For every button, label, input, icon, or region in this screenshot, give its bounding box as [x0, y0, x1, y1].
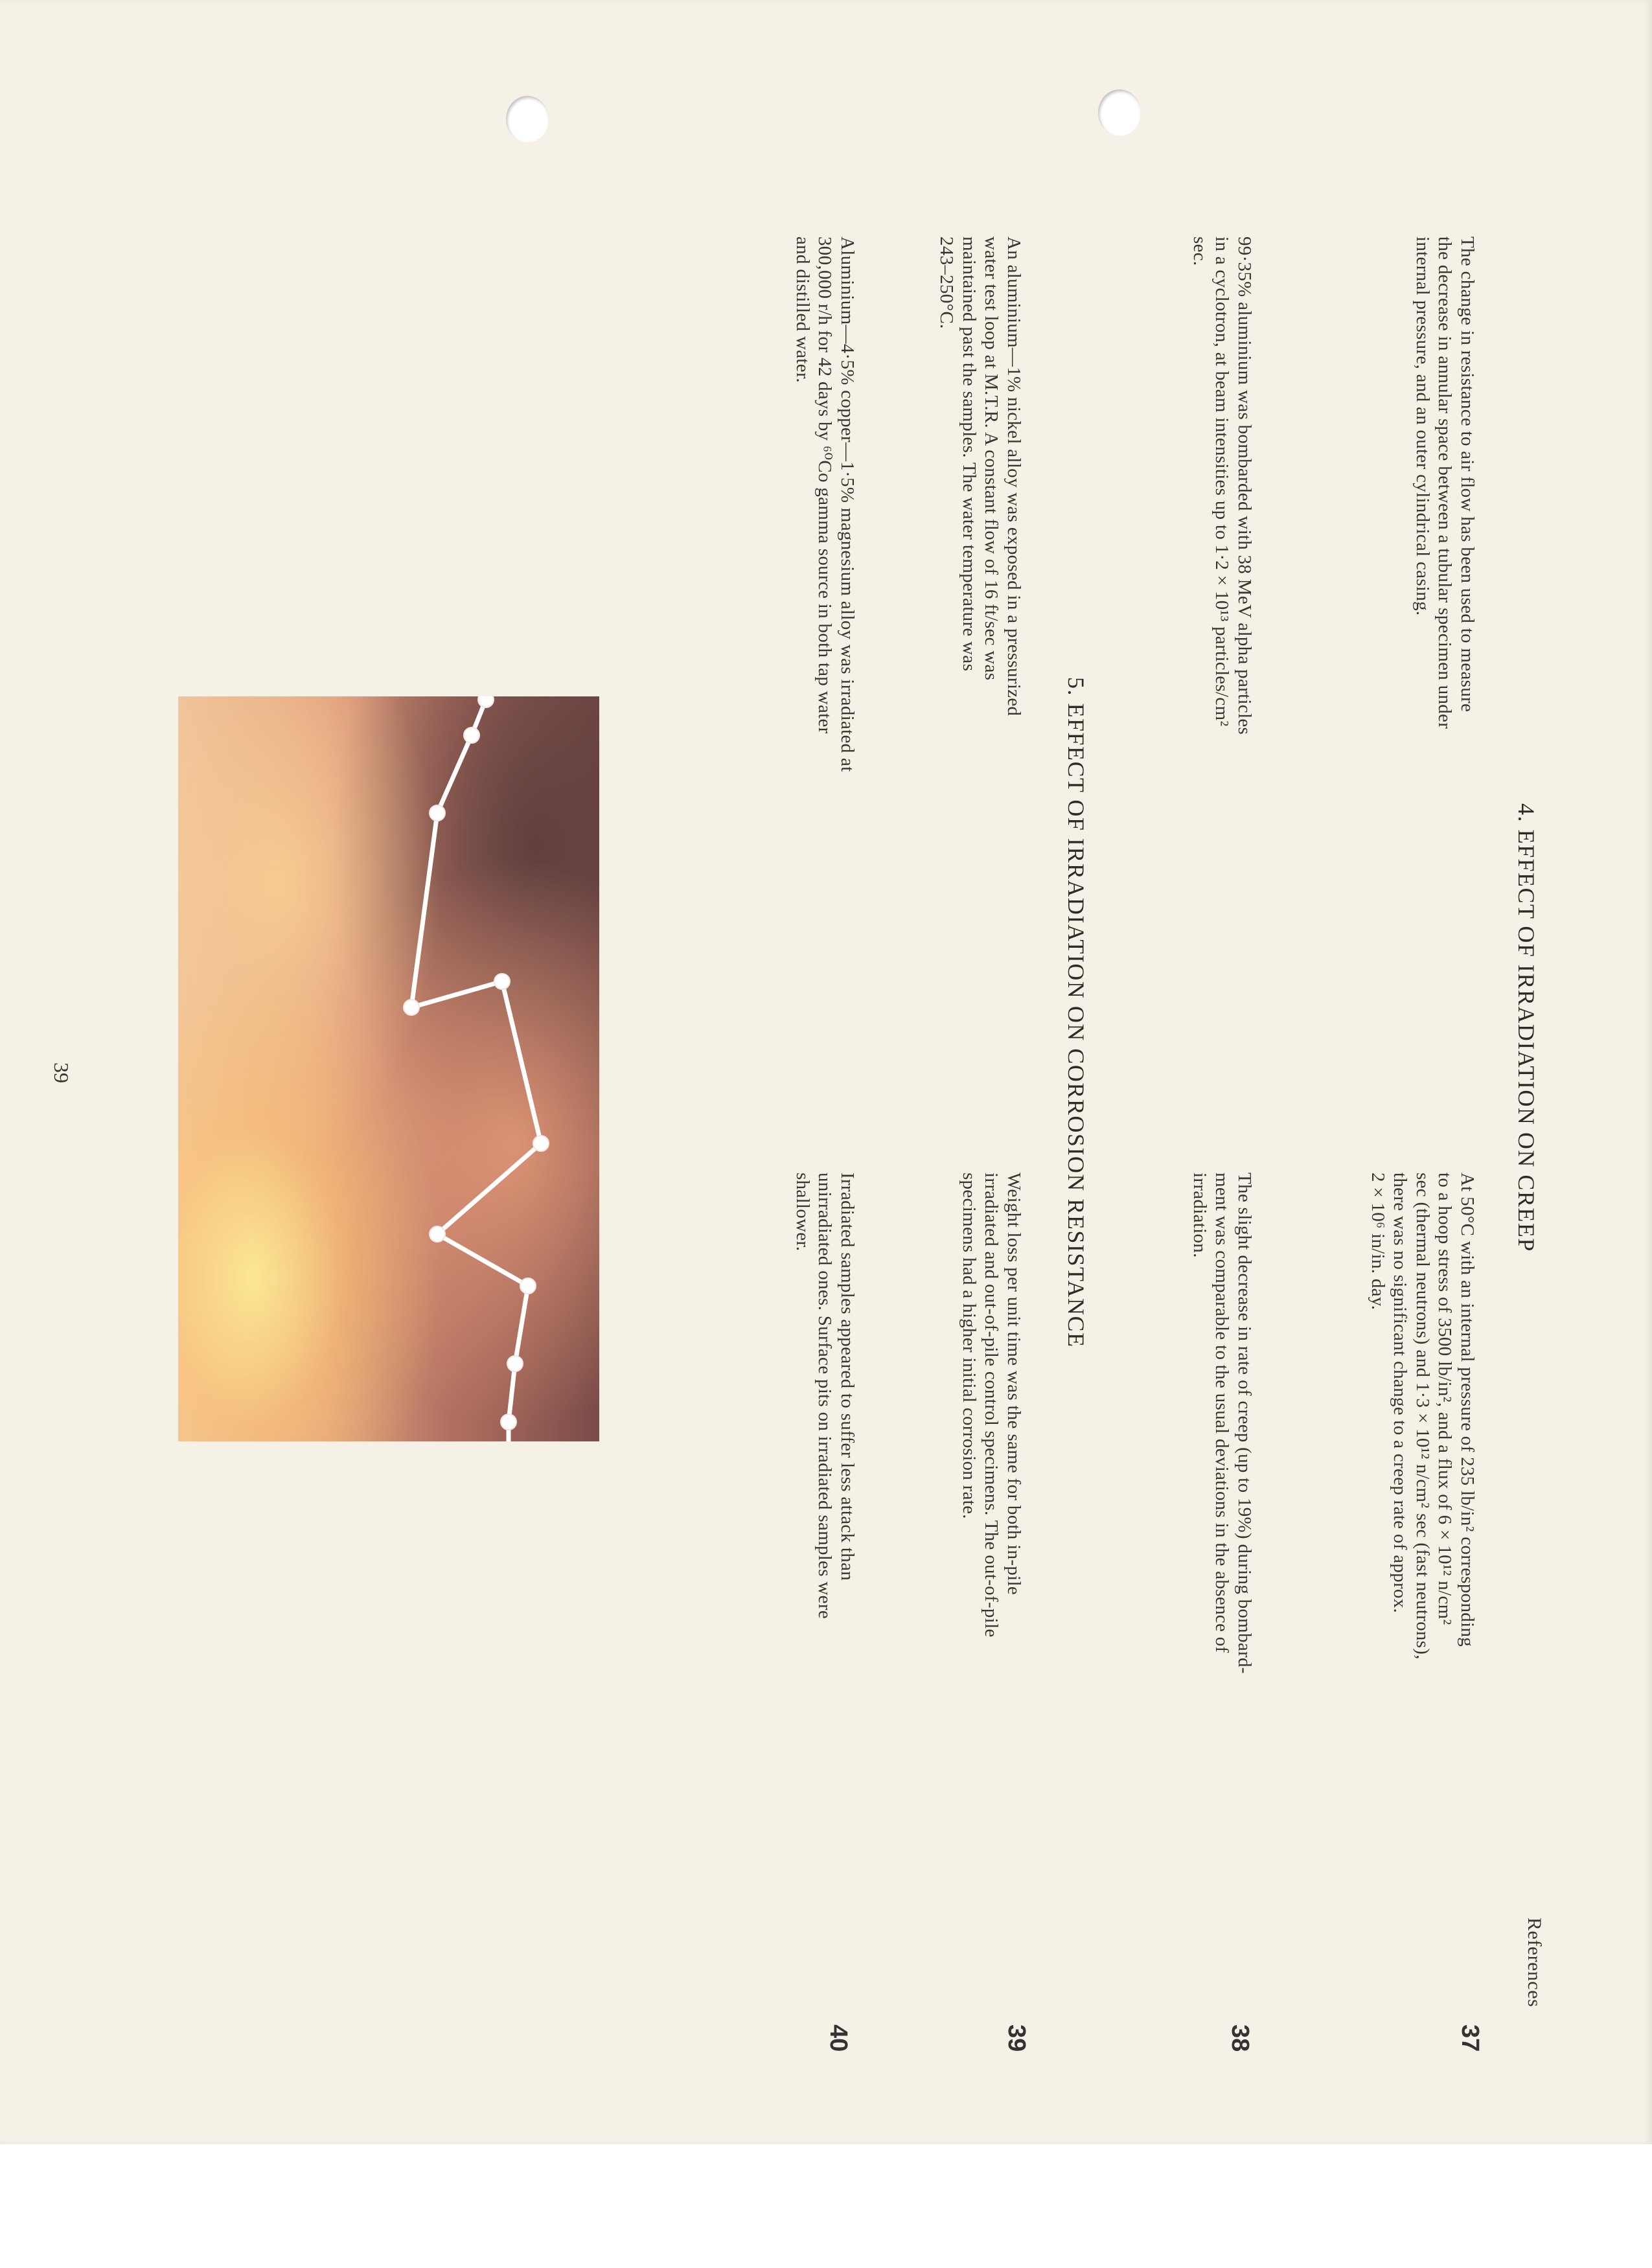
reference-number: 37 — [1456, 2024, 1484, 2052]
pasted-photograph — [178, 696, 599, 1441]
section-4-row-2-result: The slight decrease in rate of creep (up to 19%) during bombard- ment was comparable to the usual deviations in the absence of irradiation. — [1189, 1173, 1255, 1674]
section-5-row-2-method: Aluminium—4·5% copper—1·5% magnesium alloy was irradiated at 300,000 r/h for 42 days by ⁶⁰Co gamma source in both tap water and distilled water. — [792, 236, 858, 772]
page-number: 39 — [50, 1062, 73, 1083]
section-4-heading: 4. EFFECT OF IRRADIATION ON CREEP — [1513, 803, 1539, 1252]
traced-line-overlay — [178, 696, 599, 1441]
section-5-row-1-method: An aluminium—1% nickel alloy was exposed in a pressurized water test loop at M.T.R. A constant flow of 16 ft/sec was maintained past the samples. The water temperature was 243–250°C. — [936, 236, 1024, 716]
references-column-header: References — [1524, 1918, 1545, 2008]
section-5-heading: 5. EFFECT OF IRRADIATION ON CORROSION RESISTANCE — [1063, 677, 1089, 1348]
section-5-row-2-result: Irradiated samples appeared to suffer less attack than unirradiated ones. Surface pits on irradiated samples were shallower. — [792, 1173, 858, 1619]
section-5-row-1-result: Weight loss per unit time was the same for both in-pile irradiated and out-of-pile control specimens. The out-of-pile specimens had a higher initial corrosion rate. — [959, 1173, 1024, 1638]
section-4-row-1-method: The change in resistance to air flow has been used to measure the decrease in annular space between a tubular specimen under internal pressure, and an outer cylindrical casing. — [1412, 236, 1478, 729]
section-4-row-2-method: 99·35% aluminium was bombarded with 38 MeV alpha particles in a cyclotron, at beam intensities up to 1·2 × 10¹³ particles/cm² sec. — [1189, 236, 1255, 735]
reference-number: 40 — [825, 2024, 852, 2052]
section-4-row-1-result: At 50°C with an internal pressure of 235 lb/in² corresponding to a hoop stress of 3500 lb/in², and a flux of 6 × 10¹² n/cm² sec (thermal neutrons) and 1·3 × 10¹² n/cm² sec (fast neutrons), there was no significant change to a creep rate of approx. 2 × 10⁶ in/in. day. — [1368, 1173, 1478, 1660]
reference-number: 39 — [1003, 2024, 1030, 2052]
reference-number: 38 — [1226, 2024, 1254, 2052]
